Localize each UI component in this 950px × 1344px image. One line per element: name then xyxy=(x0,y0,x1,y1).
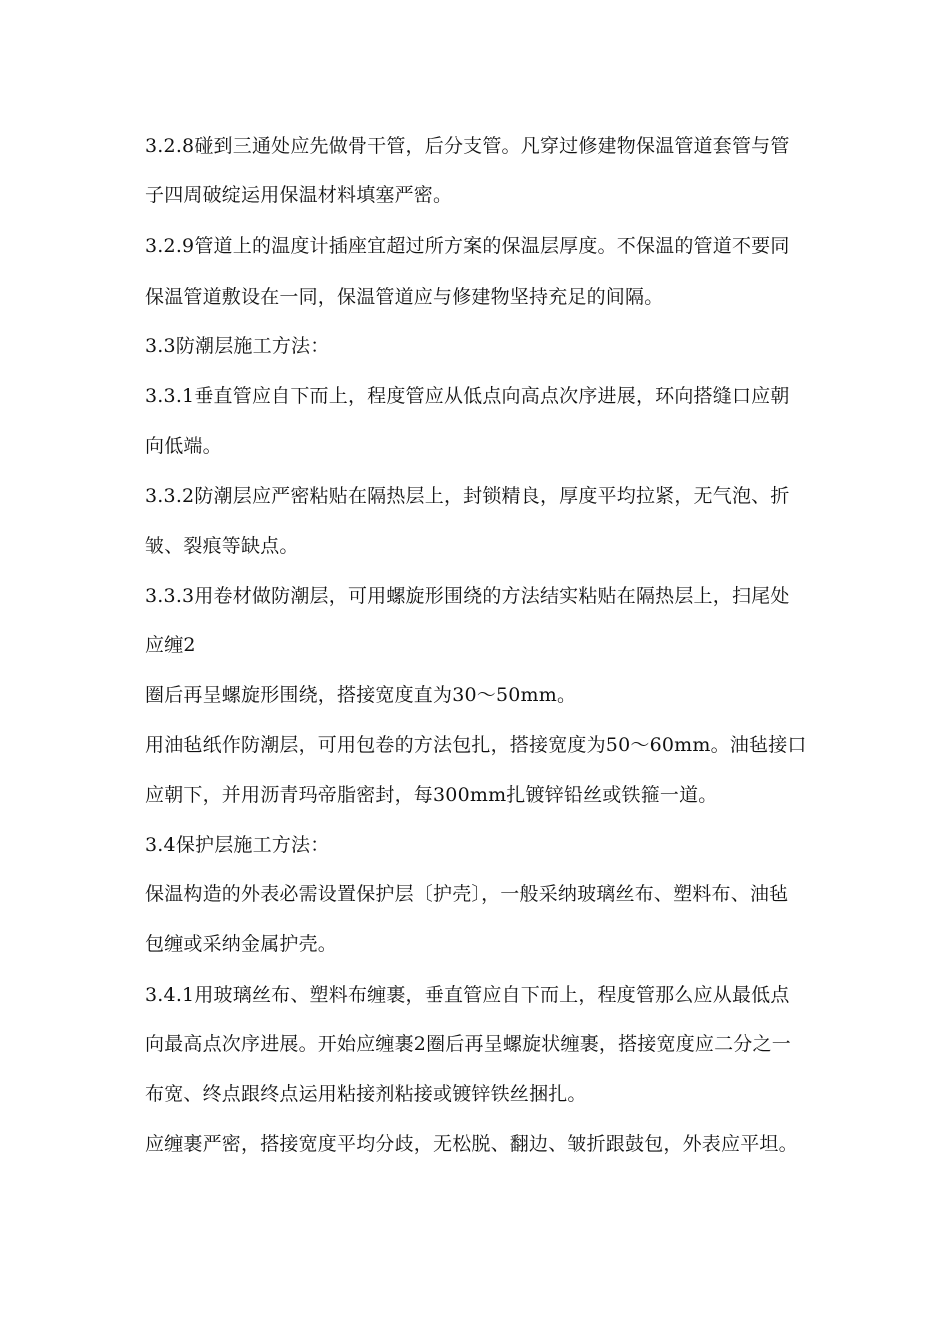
text-line: 应缠2 xyxy=(145,634,196,656)
text-line: 保温构造的外表必需设置保护层〔护壳〕，一般采纳玻璃丝布、塑料布、油毡 xyxy=(145,883,789,905)
text-line: 向低端。 xyxy=(145,435,222,457)
text-line: 包缠或采纳金属护壳。 xyxy=(145,933,338,955)
text-line: 3.3.2防潮层应严密粘贴在隔热层上，封锁精良，厚度平均拉紧，无气泡、折 xyxy=(145,485,790,507)
text-line: 子四周破绽运用保温材料填塞严密。 xyxy=(145,184,453,206)
section-heading: 3.3防潮层施工方法： xyxy=(145,335,330,357)
text-line: 3.3.3用卷材做防潮层，可用螺旋形围绕的方法结实粘贴在隔热层上，扫尾处 xyxy=(145,585,790,607)
text-line: 用油毡纸作防潮层，可用包卷的方法包扎，搭接宽度为50～60mm。油毡接口 xyxy=(145,734,807,756)
text-line: 保温管道敷设在一同，保温管道应与修建物坚持充足的间隔。 xyxy=(145,286,664,308)
text-line: 应缠裹严密，搭接宽度平均分歧，无松脱、翻边、皱折跟鼓包，外表应平坦。 xyxy=(145,1133,798,1155)
text-line: 3.2.8碰到三通处应先做骨干管，后分支管。凡穿过修建物保温管道套管与管 xyxy=(145,135,790,157)
text-line: 3.3.1垂直管应自下而上，程度管应从低点向高点次序进展，环向搭缝口应朝 xyxy=(145,385,790,407)
text-line: 3.2.9管道上的温度计插座宜超过所方案的保温层厚度。不保温的管道不要同 xyxy=(145,235,790,257)
text-line: 布宽、终点跟终点运用粘接剂粘接或镀锌铁丝捆扎。 xyxy=(145,1083,587,1105)
text-line: 向最高点次序进展。开始应缠裹2圈后再呈螺旋状缠裹，搭接宽度应二分之一 xyxy=(145,1033,791,1055)
text-line: 应朝下，并用沥青玛帝脂密封，每300mm扎镀锌铅丝或铁箍一道。 xyxy=(145,784,718,806)
text-line: 3.4.1用玻璃丝布、塑料布缠裹，垂直管应自下而上，程度管那么应从最低点 xyxy=(145,984,790,1006)
section-heading: 3.4保护层施工方法： xyxy=(145,834,330,856)
text-line: 皱、裂痕等缺点。 xyxy=(145,535,299,557)
text-line: 圈后再呈螺旋形围绕，搭接宽度直为30～50mm。 xyxy=(145,684,577,706)
